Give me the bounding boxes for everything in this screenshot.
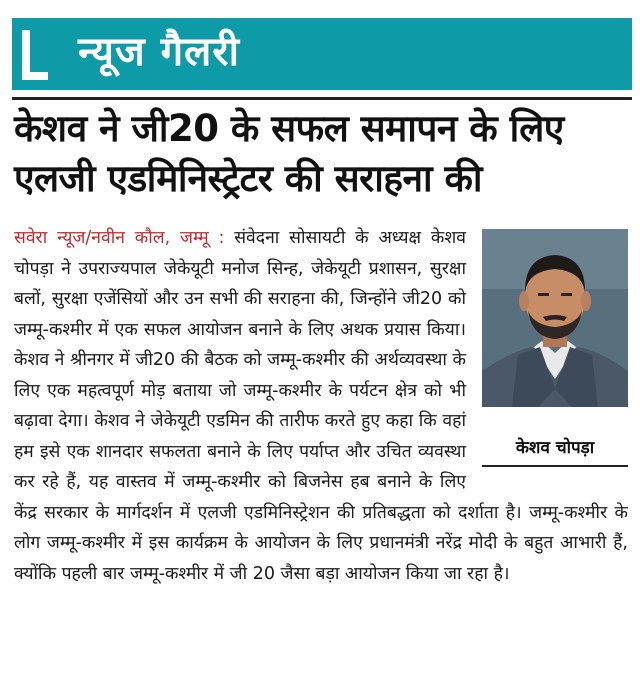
article-body-text: संवेदना सोसायटी के अध्यक्ष केशव चोपड़ा ने उपराज्यपाल जेकेयूटी मनोज सिन्ह, जेकेयूटी प्रशासन, सुरक्षा बलों, सुरक्षा एजेंसियों और उन सभी की सराहना की, जिन्होंने जी20 को जम्मू-कश्मीर में एक सफल आयोजन बनाने के लिए अथक प्रयास किया। केशव ने श्रीनगर में जी20 की बैठक को जम्मू-कश्मीर की अर्थव्यवस्था के लिए एक महत्वपूर्ण मोड़ बताया जो जम्मू-कश्मीर के पर्यटन क्षेत्र को भी बढ़ावा देगा। केशव ने जेकेयूटी एडमिन की तारीफ करते हुए कहा कि वहां हम इसे एक शानदार सफलता बनाने के लिए पर्याप्त और उचित व्यवस्था कर रहे हैं, यह वास्तव में जम्मू-कश्मीर को बिजनेस हब बनाने के लिए केंद्र सरकार के मार्गदर्शन में एलजी एडमिनिस्ट्रेशन की प्रतिबद्धता को दर्शाता है। जम्मू-कश्मीर के लोग जम्मू-कश्मीर में इस कार्यक्रम के आयोजन के लिए प्रधानमंत्री नरेंद्र मोदी के बहुत आभारी हैं, क्योंकि पहली बार जम्मू-कश्मीर में जी 20 जैसा बड़ा आयोजन किया जा रहा है। [14,228,628,584]
photo-caption: केशव चोपड़ा [515,438,595,458]
portrait-photo [482,229,628,407]
article-headline [14,104,634,204]
portrait-image [482,229,628,407]
banner-bracket-decoration [22,30,48,80]
section-title: न्यूज गैलरी [78,29,240,75]
headline-line-1: केशव ने जी20 के सफल समापन के लिए [14,107,564,150]
article-byline: सवेरा न्यूज/नवीन कौल, जम्मू : [14,228,225,248]
headline-line-2: एलजी एडमिनिस्ट्रेटर की सराहना की [14,157,483,200]
caption-underline [482,465,628,467]
header-divider [12,97,632,100]
